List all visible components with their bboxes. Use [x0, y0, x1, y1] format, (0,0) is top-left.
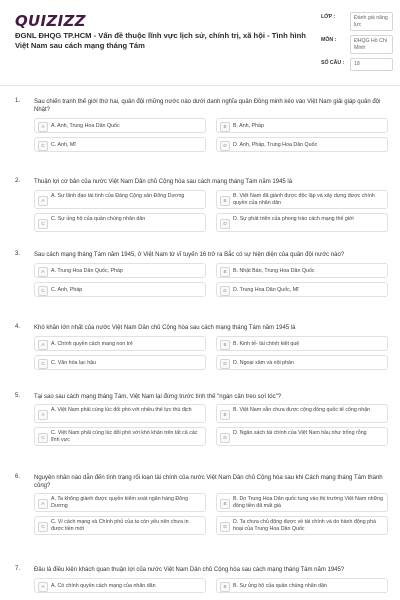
option-text: A. Ta không giành được quyền kiểm soát ngân hàng Đông Dương: [51, 495, 189, 509]
worksheet-meta: [321, 12, 393, 75]
option-text: B. Do Trung Hoa Dân quốc tung vào thị trường Việt Nam những đồng tiền đã mất giá: [233, 495, 384, 509]
question-text: Tại sao sau cách mạng tháng Tám, Việt Nam lại đứng trước tình thế "ngàn cân treo sợi tóc"?: [34, 394, 282, 400]
answer-option-d[interactable]: [216, 516, 388, 535]
answer-option-c[interactable]: [34, 137, 206, 152]
question-number: 5.: [15, 393, 21, 399]
option-text: C. Văn hóa lạc hậu: [51, 359, 97, 366]
option-text: B. Kinh tế- tài chính kiệt quệ: [233, 340, 300, 347]
option-text: D. Ngân sách tài chính của Việt Nam hầu như trống rỗng: [233, 429, 367, 436]
answer-option-d[interactable]: [216, 213, 388, 232]
option-letter-badge: B: [220, 122, 230, 132]
question-number: 6.: [15, 474, 21, 480]
option-letter-badge: D: [220, 433, 230, 443]
option-letter-badge: A: [38, 499, 48, 509]
option-letter-badge: C: [38, 219, 48, 229]
answer-option-a[interactable]: [34, 336, 206, 351]
count-label: SỐ CÂU :: [321, 60, 345, 66]
option-text: C. Anh, Pháp: [51, 286, 83, 293]
answer-option-a[interactable]: [34, 493, 206, 512]
answer-option-b[interactable]: [216, 336, 388, 351]
question-text: Sau cách mạng tháng Tám năm 1945, ở Việt Nam từ vĩ tuyến 16 trở ra Bắc có sự hiện diện của quân đội nước nào?: [34, 252, 345, 258]
answer-option-b[interactable]: [216, 578, 388, 593]
question-text: Sau chiến tranh thế giới thứ hai, quân đội những nước nào dưới danh nghĩa quân Đồng minh kéo vào Việt Nam giải giáp quân đội Nhật?: [34, 99, 381, 114]
option-letter-badge: D: [220, 522, 230, 532]
answer-option-a[interactable]: [34, 404, 206, 423]
option-text: B. Anh, Pháp: [233, 122, 264, 129]
option-text: D. Ta chưa chủ động được về tài chính và do hành động phá hoại của Trung Hoa Dân Quốc: [233, 518, 376, 532]
answer-option-a[interactable]: [34, 190, 206, 209]
question-text: Thuận lợi cơ bản của nước Việt Nam Dân chủ Cộng hòa sau cách mạng tháng Tám năm 1945 là: [34, 179, 293, 185]
option-letter-badge: A: [38, 196, 48, 206]
question-number: 3.: [15, 251, 21, 257]
answer-option-c[interactable]: [34, 355, 206, 370]
option-text: D. Trung Hoa Dân Quốc, Mĩ: [233, 286, 299, 293]
option-text: A. Trung Hoa Dân Quốc, Pháp: [51, 267, 123, 274]
option-letter-badge: D: [220, 359, 230, 369]
question-number: 1.: [15, 98, 21, 104]
answer-option-a[interactable]: [34, 118, 206, 133]
option-letter-badge: C: [38, 141, 48, 151]
count-value: 18: [350, 58, 393, 71]
answer-option-b[interactable]: [216, 190, 388, 209]
option-text: C. Anh, Mĩ: [51, 141, 76, 148]
answer-option-c[interactable]: [34, 213, 206, 232]
option-text: D. Sự phát triển của phong trào cách mạng thế giới: [233, 215, 354, 222]
count-row: [321, 58, 393, 71]
option-text: A. Có chính quyền cách mạng của nhân dân: [51, 582, 156, 589]
option-letter-badge: D: [220, 286, 230, 296]
option-letter-badge: D: [220, 219, 230, 229]
option-text: B. Nhật Bản, Trung Hoa Dân Quốc: [233, 267, 315, 274]
question-number: 2.: [15, 178, 21, 184]
option-text: B. Việt Nam đã giành được độc lập và xây dựng được chính quyền của nhân dân: [233, 192, 375, 206]
answer-option-a[interactable]: [34, 263, 206, 278]
option-letter-badge: A: [38, 340, 48, 350]
class-value: Đánh giá năng lực: [350, 12, 393, 31]
option-text: C. Việt Nam phải cùng lúc đối phó với khó khăn trên tất cả các lĩnh vực: [51, 429, 198, 443]
option-text: C. Sự ủng hộ của quần chúng nhân dân: [51, 215, 146, 222]
option-letter-badge: C: [38, 522, 48, 532]
subject-row: [321, 35, 393, 54]
question-number: 4.: [15, 324, 21, 330]
option-letter-badge: C: [38, 433, 48, 443]
option-text: D. Ngoại xâm và nội phản: [233, 359, 294, 366]
answer-option-d[interactable]: [216, 427, 388, 446]
option-letter-badge: B: [220, 499, 230, 509]
option-letter-badge: A: [38, 267, 48, 277]
answer-option-c[interactable]: [34, 427, 206, 446]
option-text: B. Việt Nam vẫn chưa được cộng đồng quốc tế công nhận: [233, 406, 371, 413]
answer-option-b[interactable]: [216, 493, 388, 512]
option-letter-badge: B: [220, 410, 230, 420]
answer-option-d[interactable]: [216, 355, 388, 370]
question-text: Khó khăn lớn nhất của nước Việt Nam Dân chủ Cộng hòa sau cách mạng tháng Tám năm 1945 là: [34, 325, 296, 331]
option-text: C. Vì cách mạng và Chính phủ của ta còn yếu nên chưa in được tiền mới: [51, 518, 189, 532]
class-label: LỚP :: [321, 14, 336, 20]
subject-value: ĐHQG Hồ Chí Minh: [350, 35, 393, 54]
option-letter-badge: D: [220, 141, 230, 151]
option-text: A. Chính quyền cách mạng non trẻ: [51, 340, 133, 347]
answer-option-d[interactable]: [216, 282, 388, 297]
answer-option-c[interactable]: [34, 516, 206, 535]
option-text: A. Sự lãnh đạo tài tình của Đảng Cộng sản Đông Dương: [51, 192, 185, 199]
answer-option-b[interactable]: [216, 263, 388, 278]
option-letter-badge: B: [220, 196, 230, 206]
quizizz-logo: QUIZIZZ: [15, 12, 86, 30]
worksheet-title: ĐGNL ĐHQG TP.HCM - Vấn đề thuộc lĩnh vực lịch sử, chính trị, xã hội - Tình hình Việt Nam sau cách mạng tháng Tám: [15, 31, 306, 50]
question-text: Nguyên nhân nào dẫn đến tình trạng rối loạn tài chính của nước Việt Nam Dân chủ Cộng hòa sau khi Cách mạng tháng Tám thành công?: [34, 475, 383, 490]
option-letter-badge: A: [38, 122, 48, 132]
question-number: 7.: [15, 566, 21, 572]
option-letter-badge: A: [38, 582, 48, 592]
answer-option-d[interactable]: [216, 137, 388, 152]
option-letter-badge: B: [220, 582, 230, 592]
option-text: A. Việt Nam phải cùng lúc đối phó với nhiều thế lực thù địch: [51, 406, 192, 413]
option-text: B. Sự ủng hộ của quần chúng nhân dân: [233, 582, 327, 589]
option-text: D. Anh, Pháp, Trung Hoa Dân Quốc: [233, 141, 318, 148]
answer-option-c[interactable]: [34, 282, 206, 297]
class-row: [321, 12, 393, 31]
option-letter-badge: C: [38, 359, 48, 369]
option-text: A. Anh, Trung Hoa Dân Quốc: [51, 122, 120, 129]
worksheet-header: [0, 0, 400, 86]
answer-option-b[interactable]: [216, 404, 388, 423]
answer-option-a[interactable]: [34, 578, 206, 593]
option-letter-badge: A: [38, 410, 48, 420]
option-letter-badge: C: [38, 286, 48, 296]
option-letter-badge: B: [220, 340, 230, 350]
question-text: Đâu là điều kiện khách quan thuận lợi của nước Việt Nam Dân chủ Cộng hòa sau cách mạng tháng Tám năm 1945?: [34, 567, 345, 573]
option-letter-badge: B: [220, 267, 230, 277]
answer-option-b[interactable]: [216, 118, 388, 133]
subject-label: MÔN :: [321, 37, 337, 43]
